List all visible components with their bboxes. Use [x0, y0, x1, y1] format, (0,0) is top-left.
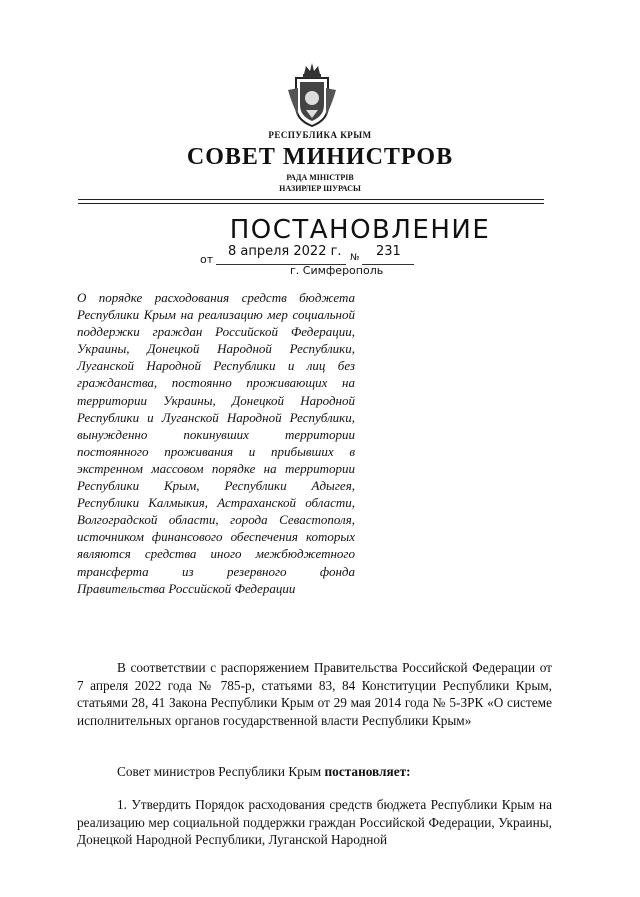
decree-city: г. Симферополь — [290, 264, 384, 277]
council-name-crimean-tatar: НАЗИРЛЕР ШУРАСЫ — [279, 184, 361, 193]
header-divider — [78, 199, 544, 200]
resolution-lead: Совет министров Республики Крым — [117, 764, 325, 779]
header-divider — [78, 203, 544, 204]
decree-date: 8 апреля 2022 г. — [228, 244, 342, 259]
from-label: от — [200, 253, 214, 266]
clause-1-paragraph: 1. Утвердить Порядок расходования средств бюджета Республики Крым на реализацию мер социальной поддержки граждан Российской Федерации, Украины, Донецкой Народной Республики, Луганской Народной — [77, 797, 552, 847]
decree-number: 231 — [376, 244, 401, 259]
number-label: № — [350, 253, 360, 263]
crimea-coat-of-arms-icon — [286, 60, 338, 128]
preamble-paragraph: В соответствии с распоряжением Правительства Российской Федерации от 7 апреля 2022 года № 785-р, статьями 83, 84 Конституции Республики Крым, статьями 28, 41 Закона Республики Крым от 29 мая 2014 года № 5-ЗРК «О системе исполнительных органов государственной власти Республики Крым» — [77, 660, 552, 728]
resolution-paragraph — [77, 763, 552, 781]
republic-name: РЕСПУБЛИКА КРЫМ — [268, 130, 372, 140]
council-name: СОВЕТ МИНИСТРОВ — [186, 144, 454, 170]
decree-subject: О порядке расходования средств бюджета Республики Крым на реализацию мер социальной поддержки граждан Российской Федерации, Украины, Донецкой Народной Республики, Луганской Народной Республики и лиц без гражданства, постоянно проживающих на территории Украины, Донецкой Народной Республики и Луганской Народной Республики, вынужденно покинувших территории постоянного проживания и прибывших в экстренном массовом порядке на территории Республики Крым, Республики Адыгея, Республики Калмыкия, Астраханской области, Волгоградской области, города Севастополя, источником финансового обеспечения которых являются средства иного межбюджетного трансферта из резервного фонда Правительства Российской Федерации — [77, 290, 355, 596]
council-name-ukrainian: РАДА МІНІСТРІВ — [286, 173, 354, 182]
resolution-verb: постановляет: — [324, 764, 411, 779]
document-type-title: ПОСТАНОВЛЕНИЕ — [229, 215, 491, 245]
